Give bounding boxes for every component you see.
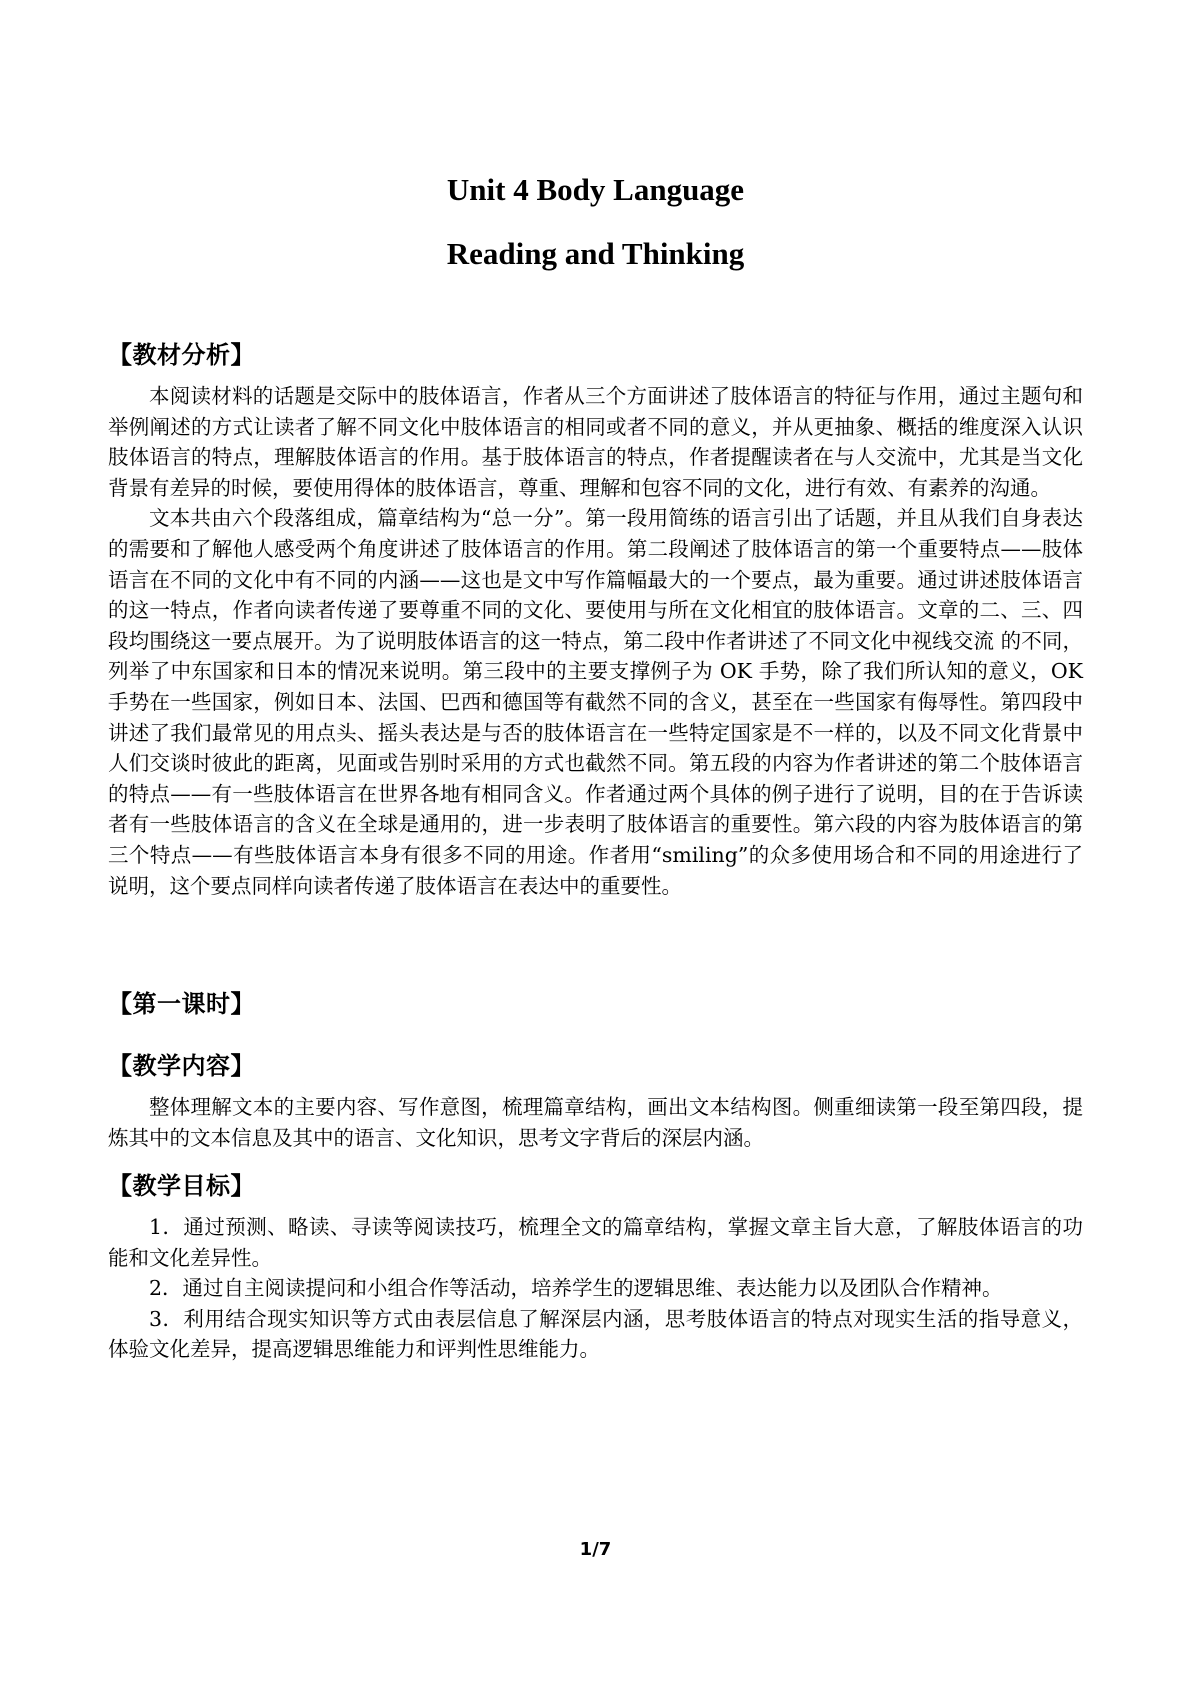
objective-item: 1．通过预测、略读、寻读等阅读技巧，梳理全文的篇章结构，掌握文章主旨大意，了解肢体语言的功能和文化差异性。 bbox=[108, 1215, 1083, 1270]
page-total: 7 bbox=[598, 1539, 612, 1560]
page-separator: / bbox=[592, 1539, 599, 1560]
teaching-content-paragraph: 整体理解文本的主要内容、写作意图，梳理篇章结构，画出文本结构图。侧重细读第一段至第四段，提炼其中的文本信息及其中的语言、文化知识，思考文字背后的深层内涵。 bbox=[108, 1095, 1083, 1150]
section-heading-teaching-objectives: 【教学目标】 bbox=[108, 1172, 255, 1200]
teaching-content-body bbox=[108, 1092, 1083, 1153]
material-analysis-paragraph: 文本共由六个段落组成，篇章结构为“总一分”。第一段用简练的语言引出了话题，并且从我们自身表达的需要和了解他人感受两个角度讲述了肢体语言的作用。第二段阐述了肢体语言的第一个重要特点——肢体语言在不同的文化中有不同的内涵——这也是文中写作篇幅最大的一个要点，最为重要。通过讲述肢体语言的这一特点，作者向读者传递了要尊重不同的文化、要使用与所在文化相宜的肢体语言。文章的二、三、四段均围绕这一要点展开。为了说明肢体语言的这一特点，第二段中作者讲述了不同文化中视线交流 的不同，列举了中东国家和日本的情况来说明。第三段中的主要支撑例子为 OK 手势，除了我们所认知的意义，OK 手势在一些国家，例如日本、法国、巴西和德国等有截然不同的含义，甚至在一些国家有侮辱性。第四段中讲述了我们最常见的用点头、摇头表达是与否的肢体语言在一些特定国家是不一样的，以及不同文化背景中人们交谈时彼此的距离，见面或告别时采用的方式也截然不同。第五段的内容为作者讲述的第二个肢体语言的特点——有一些肢体语言在世界各地有相同含义。作者通过两个具体的例子进行了说明，目的在于告诉读者有一些肢体语言的含义在全球是通用的，进一步表明了肢体语言的重要性。第六段的内容为肢体语言的第三个特点——有些肢体语言本身有很多不同的用途。作者用“smiling”的众多使用场合和不同的用途进行了说明，这个要点同样向读者传递了肢体语言在表达中的重要性。 bbox=[108, 506, 1083, 898]
material-analysis-body bbox=[108, 381, 1083, 901]
objective-item: 3．利用结合现实知识等方式由表层信息了解深层内涵，思考肢体语言的特点对现实生活的指导意义，体验文化差异，提高逻辑思维能力和评判性思维能力。 bbox=[108, 1306, 1083, 1362]
document-title: Unit 4 Body Language bbox=[446, 172, 745, 207]
section-heading-material-analysis: 【教材分析】 bbox=[108, 341, 255, 369]
material-analysis-paragraph: 本阅读材料的话题是交际中的肢体语言，作者从三个方面讲述了肢体语言的特征与作用，通过主题句和举例阐述的方式让读者了解不同文化中肢体语言的相同或者不同的意义，并从更抽象、概括的维度深入认识肢体语言的特点，理解肢体语言的作用。基于肢体语言的特点，作者提醒读者在与人交流中，尤其是当文化背景有差异的时候，要使用得体的肢体语言，尊重、理解和包容不同的文化，进行有效、有素养的沟通。 bbox=[108, 384, 1083, 500]
section-heading-teaching-content: 【教学内容】 bbox=[108, 1052, 255, 1080]
section-heading-first-lesson: 【第一课时】 bbox=[108, 990, 255, 1018]
page-number bbox=[0, 1538, 1191, 1562]
teaching-objectives-list bbox=[108, 1212, 1083, 1365]
page-current: 1 bbox=[579, 1539, 593, 1560]
document-subtitle: Reading and Thinking bbox=[446, 236, 745, 271]
objective-item: 2．通过自主阅读提问和小组合作等活动，培养学生的逻辑思维、表达能力以及团队合作精神。 bbox=[149, 1276, 1003, 1301]
